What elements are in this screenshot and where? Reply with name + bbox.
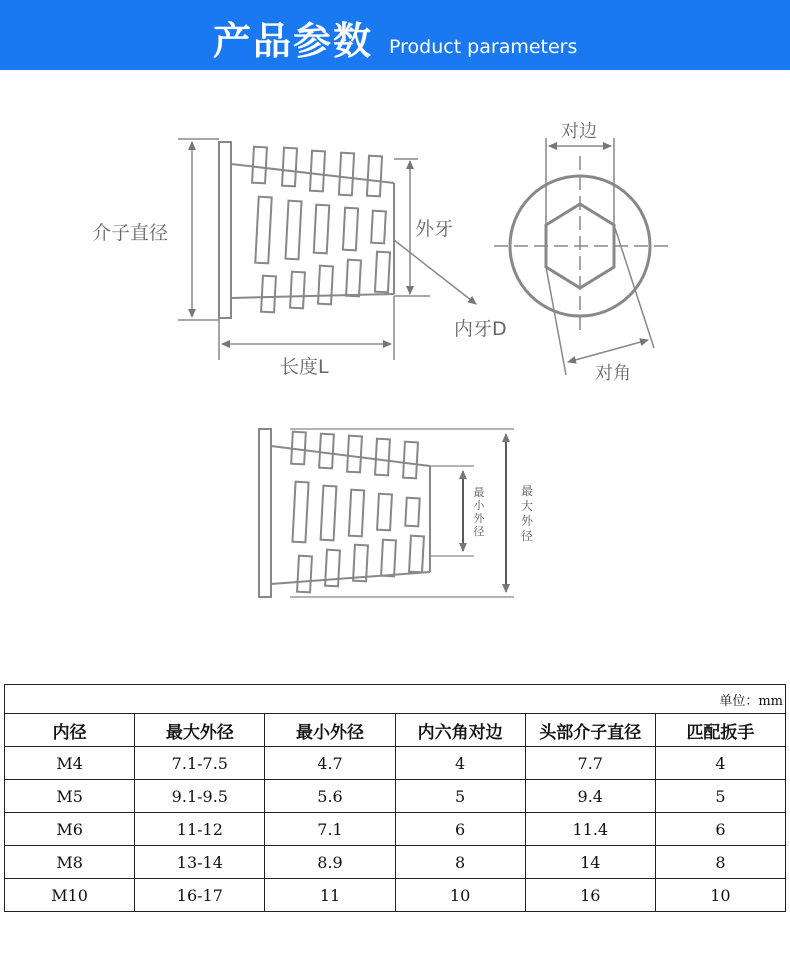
col-header-min-outer: 最小外径 [265,714,395,747]
banner-title-cn: 产品参数 [213,19,374,63]
diagram-drawing [0,70,790,630]
cell-inner-diameter: M10 [5,879,135,912]
cell-wrench: 8 [655,846,785,879]
col-header-head-diameter: 头部介子直径 [525,714,655,747]
cell-head-diameter: 16 [525,879,655,912]
cell-min-outer: 8.9 [265,846,395,879]
col-header-hex-flats: 内六角对边 [395,714,525,747]
header-row [5,714,786,747]
cell-min-outer: 7.1 [265,813,395,846]
col-header-inner-diameter: 内径 [5,714,135,747]
label-across-flats: 对边 [561,121,597,142]
cell-head-diameter: 9.4 [525,780,655,813]
label-length: 长度L [280,356,329,378]
label-across-corners: 对角 [595,363,631,384]
cell-hex-flats: 6 [395,813,525,846]
cell-inner-diameter: M5 [5,780,135,813]
cell-min-outer: 4.7 [265,747,395,780]
cell-inner-diameter: M6 [5,813,135,846]
label-max-outer-diameter: 最大外径 [520,484,533,543]
cell-max-outer: 9.1-9.5 [135,780,265,813]
table-row [5,879,786,912]
col-header-wrench: 匹配扳手 [655,714,785,747]
label-external-thread: 外牙 [415,218,454,240]
unit-label: 单位：mm [5,685,786,714]
table-row [5,813,786,846]
cell-max-outer: 16-17 [135,879,265,912]
label-internal-thread: 内牙D [454,318,507,340]
cell-max-outer: 7.1-7.5 [135,747,265,780]
cell-head-diameter: 11.4 [525,813,655,846]
banner-title-en: Product parameters [389,36,578,58]
table-row [5,747,786,780]
cell-min-outer: 5.6 [265,780,395,813]
cell-min-outer: 11 [265,879,395,912]
cell-hex-flats: 4 [395,747,525,780]
cell-wrench: 4 [655,747,785,780]
insert-flange [219,142,231,318]
table-row [5,846,786,879]
cell-hex-flats: 5 [395,780,525,813]
cell-inner-diameter: M4 [5,747,135,780]
product-diagram [0,70,790,630]
label-min-outer-diameter: 最小外径 [473,486,485,538]
cell-inner-diameter: M8 [5,846,135,879]
cell-wrench: 10 [655,879,785,912]
unit-row [5,685,786,714]
cell-wrench: 6 [655,813,785,846]
cell-hex-flats: 10 [395,879,525,912]
header-banner [0,0,790,70]
insert-flange-2 [259,429,271,597]
cell-hex-flats: 8 [395,846,525,879]
cell-max-outer: 11-12 [135,813,265,846]
col-header-max-outer: 最大外径 [135,714,265,747]
cell-head-diameter: 14 [525,846,655,879]
cell-wrench: 5 [655,780,785,813]
spec-table [4,684,786,912]
table-row [5,780,786,813]
cell-max-outer: 13-14 [135,846,265,879]
cell-head-diameter: 7.7 [525,747,655,780]
label-medium-diameter: 介子直径 [92,222,169,244]
